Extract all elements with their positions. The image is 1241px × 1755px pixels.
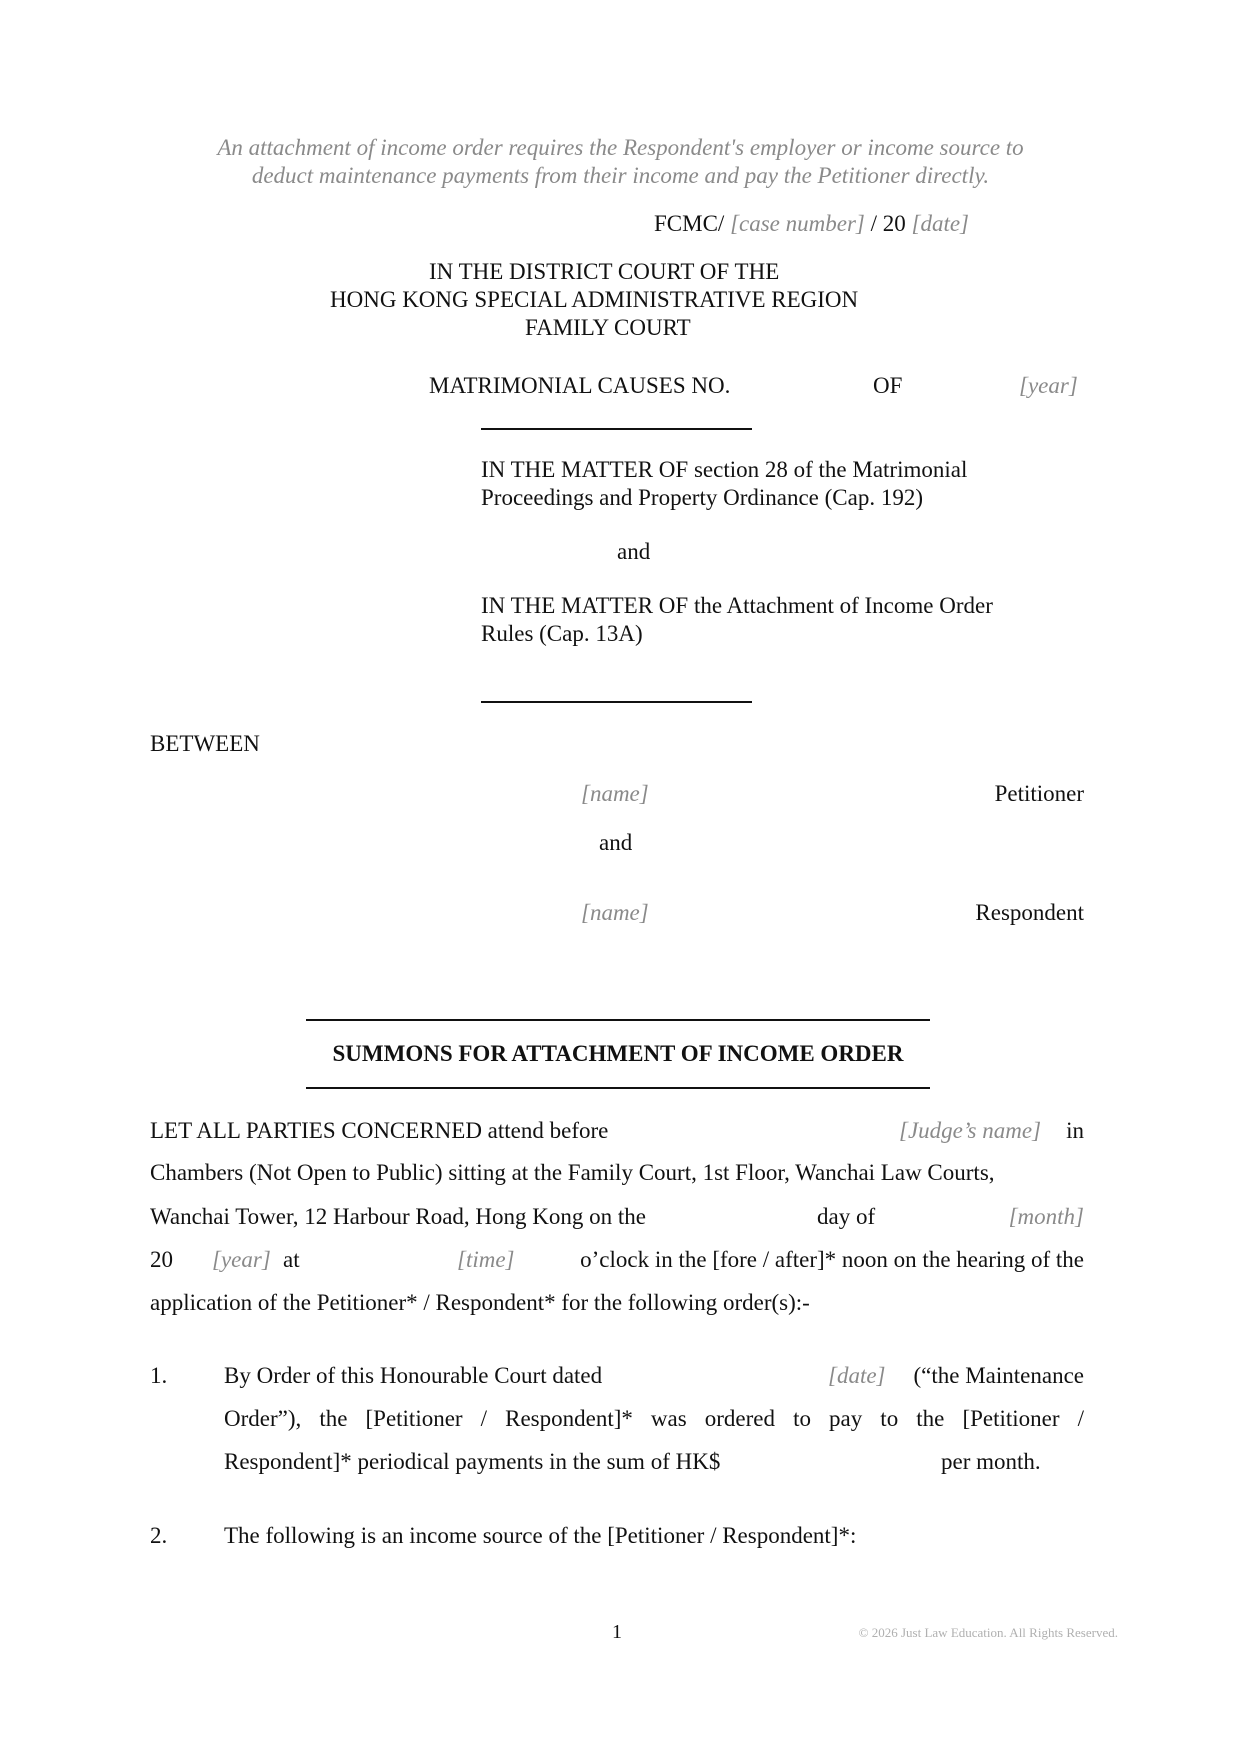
matter-1-line-2: Proceedings and Property Ordinance (Cap. 192) [481, 485, 923, 510]
explanatory-note-line-2: deduct maintenance payments from their income and pay the Petitioner directly. [251, 163, 990, 188]
case-reference: FCMC/ [case number] / 20 [date] [653, 211, 969, 236]
body-line-4-end: o’clock in the [fore / after]* noon on the hearing of the [580, 1247, 1084, 1272]
respondent-name-placeholder: [name] [581, 900, 649, 925]
petitioner-name-placeholder: [name] [581, 781, 649, 806]
heading-rule-1 [481, 428, 752, 430]
matter-2-line-1: IN THE MATTER OF the Attachment of Income Order [481, 593, 993, 618]
per-month-label: per month. [941, 1449, 1041, 1474]
explanatory-note-line-1: An attachment of income order requires the Respondent's employer or income source to [217, 135, 1024, 160]
item-2-text: The following is an income source of the [Petitioner / Respondent]*: [224, 1523, 857, 1548]
year-placeholder: [year] [212, 1247, 271, 1272]
body-line-4-at: at [283, 1247, 300, 1272]
body-line-3-text: Wanchai Tower, 12 Harbour Road, Hong Kong on the [150, 1204, 646, 1229]
item-2-number: 2. [150, 1523, 168, 1548]
case-date-placeholder: [date] [911, 211, 969, 236]
item-1-line-2: Order”), the [Petitioner / Respondent]* was ordered to pay to the [Petitioner / [224, 1406, 1084, 1431]
court-line-2: HONG KONG SPECIAL ADMINISTRATIVE REGION [330, 287, 859, 312]
title-rule-top [306, 1019, 930, 1021]
parties-and: and [599, 830, 633, 855]
body-line-2: Chambers (Not Open to Public) sitting at the Family Court, 1st Floor, Wanchai Law Courts, [150, 1160, 995, 1185]
respondent-label: Respondent [975, 900, 1084, 925]
copyright-notice: © 2026 Just Law Education. All Rights Reserved. [858, 1625, 1118, 1640]
between-label: BETWEEN [150, 731, 260, 756]
court-line-1: IN THE DISTRICT COURT OF THE [429, 259, 780, 284]
heading-rule-2 [481, 701, 752, 703]
case-number-placeholder: [case number] [730, 211, 865, 236]
body-line-4-twenty: 20 [150, 1247, 173, 1272]
judge-name-placeholder: [Judge’s name] [899, 1118, 1042, 1143]
item-1-line-1-text: By Order of this Honourable Court dated [224, 1363, 603, 1388]
petitioner-label: Petitioner [994, 781, 1084, 806]
causes-year-placeholder: [year] [1019, 373, 1078, 398]
day-of-label: day of [817, 1204, 876, 1229]
summons-title: SUMMONS FOR ATTACHMENT OF INCOME ORDER [332, 1041, 904, 1066]
item-1-number: 1. [150, 1363, 168, 1388]
title-rule-bottom [306, 1087, 930, 1089]
matter-and: and [617, 539, 651, 564]
item-1-line-3-text: Respondent]* periodical payments in the sum of HK$ [224, 1449, 721, 1474]
body-line-1-text: LET ALL PARTIES CONCERNED attend before [150, 1118, 609, 1143]
court-line-3: FAMILY COURT [525, 315, 691, 340]
item-1-line-1-end: (“the Maintenance [913, 1363, 1084, 1388]
body-line-5: application of the Petitioner* / Respondent* for the following order(s):- [150, 1290, 810, 1315]
matrimonial-causes-label: MATRIMONIAL CAUSES NO. [429, 373, 731, 398]
page-number: 1 [612, 1621, 622, 1643]
time-placeholder: [time] [457, 1247, 515, 1272]
matter-2-line-2: Rules (Cap. 13A) [481, 621, 643, 646]
matter-1-line-1: IN THE MATTER OF section 28 of the Matrimonial [481, 457, 968, 482]
order-date-placeholder: [date] [828, 1363, 886, 1388]
body-line-1-end: in [1066, 1118, 1084, 1143]
causes-of-label: OF [873, 373, 903, 398]
month-placeholder: [month] [1008, 1204, 1084, 1229]
